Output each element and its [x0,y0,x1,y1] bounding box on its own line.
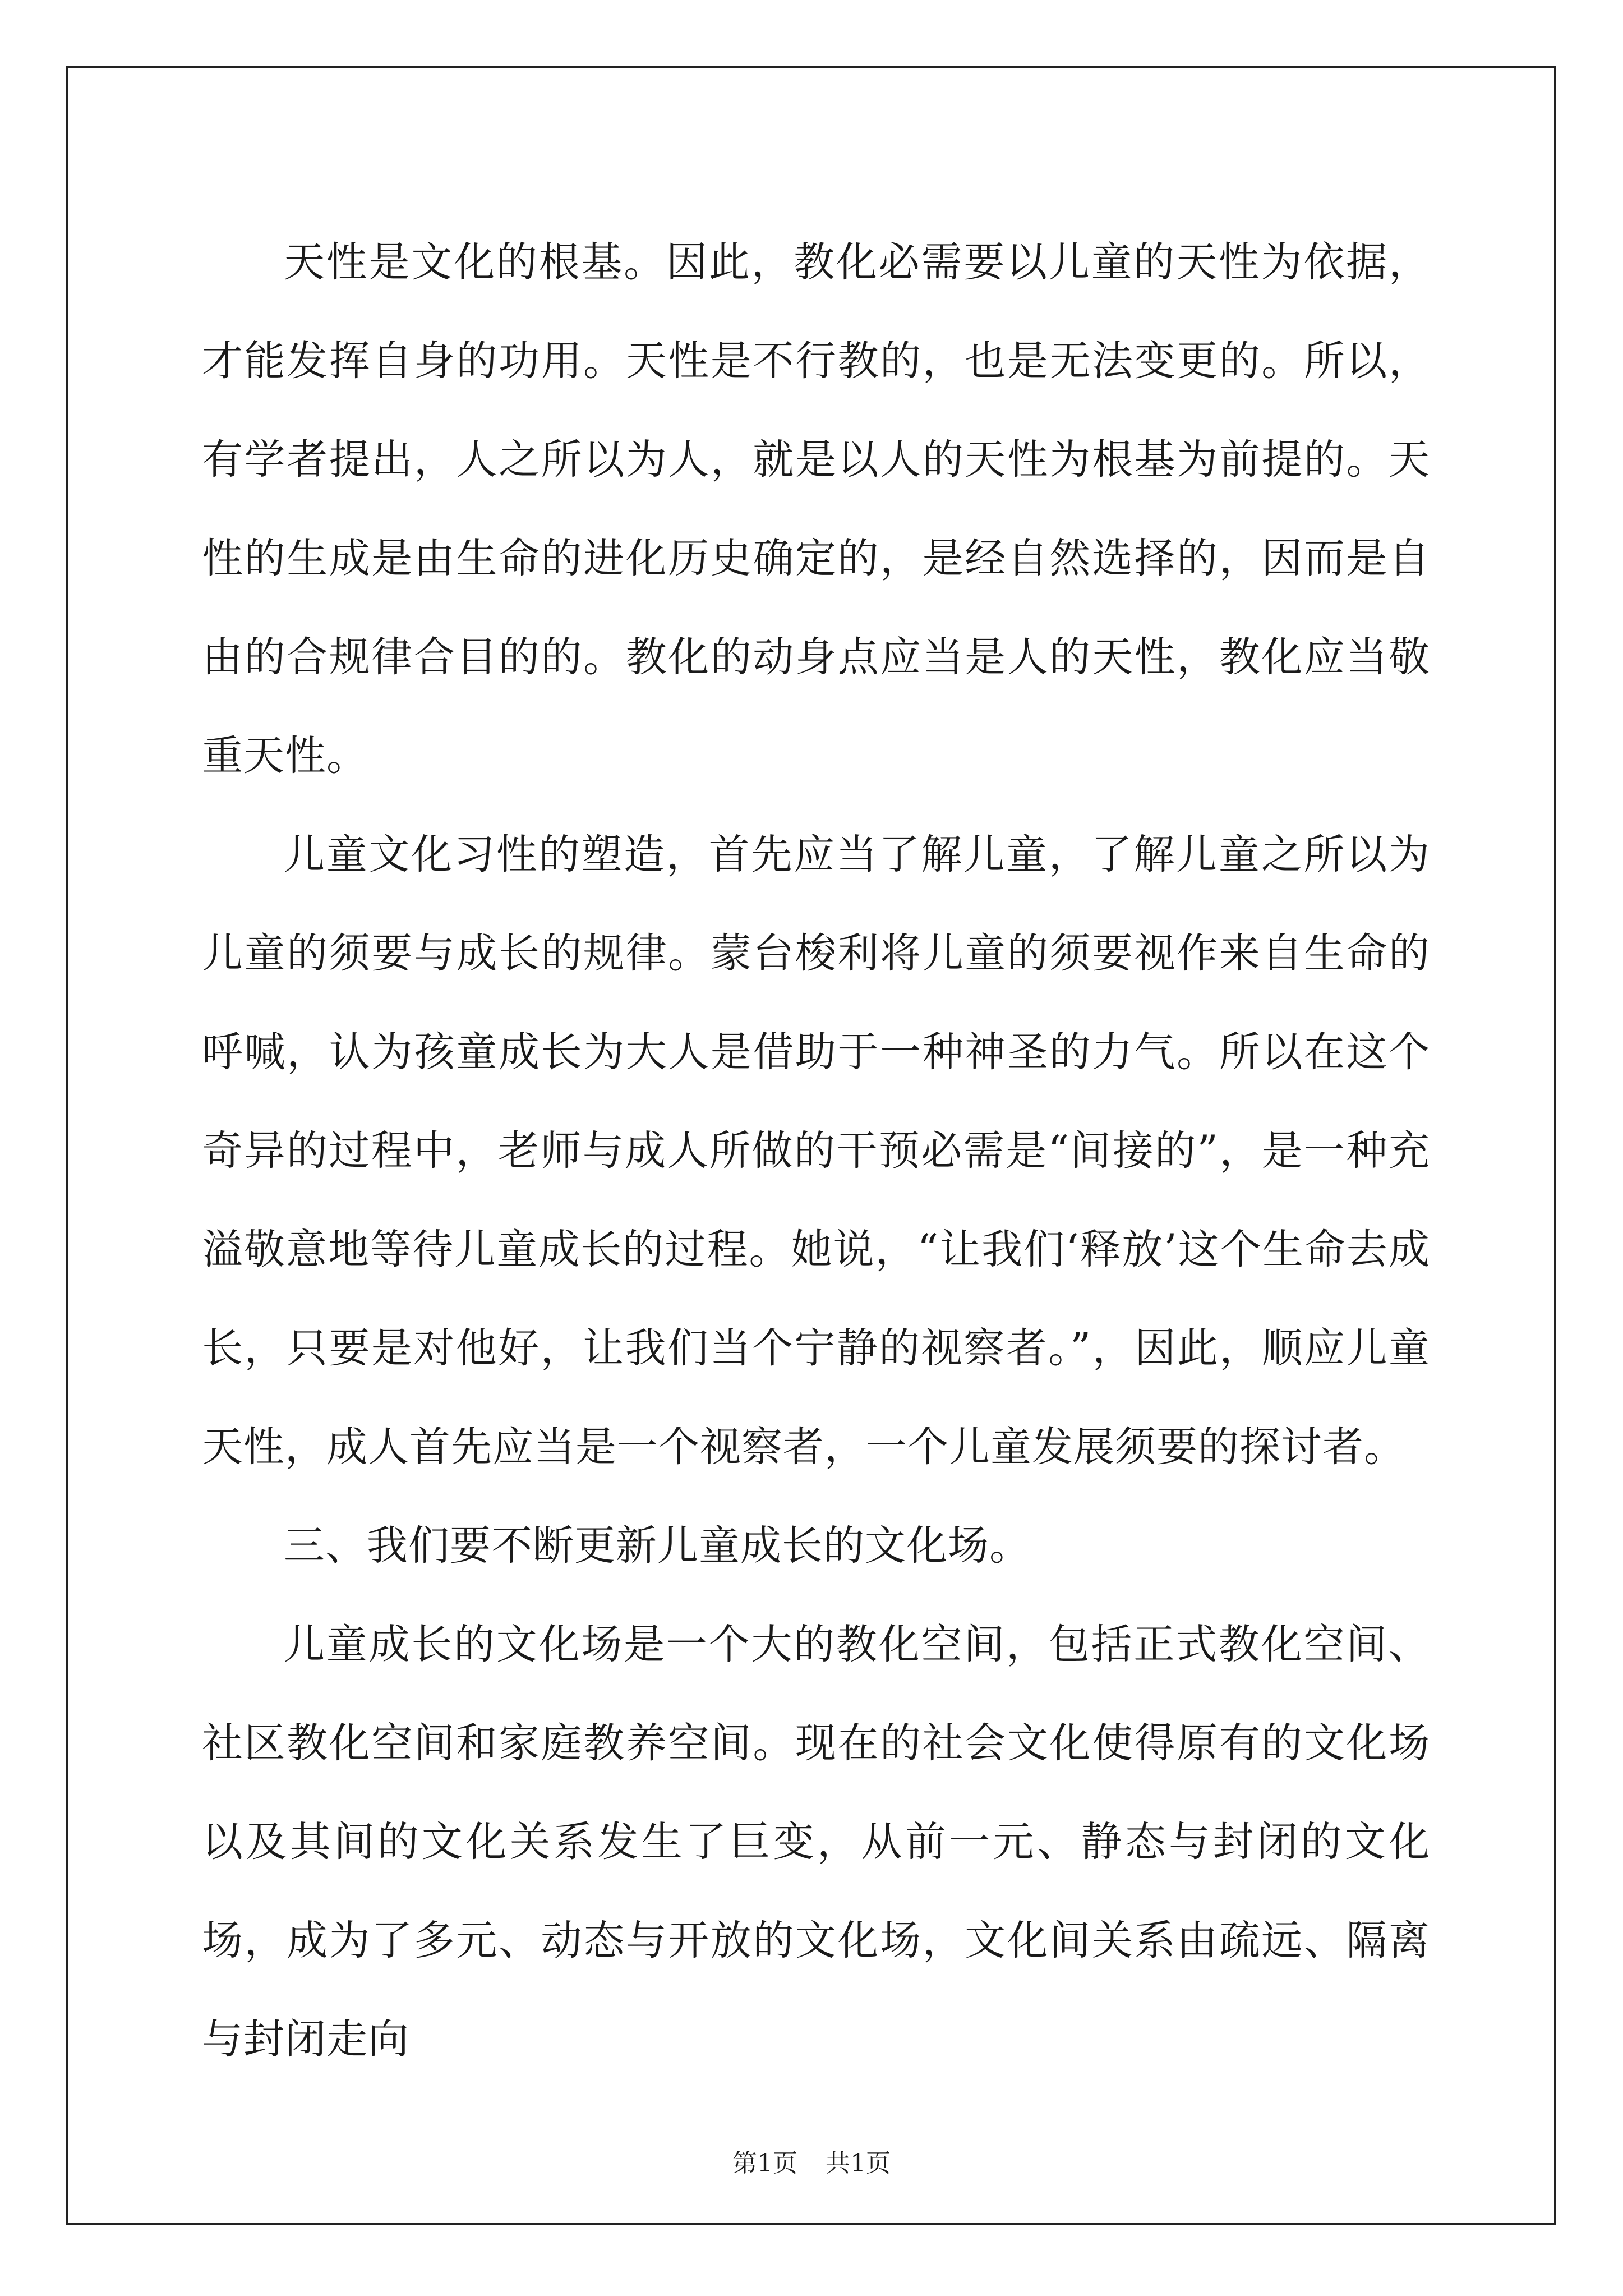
page-number: 第1页 [732,2149,797,2178]
paragraph: 儿童文化习性的塑造，首先应当了解儿童，了解儿童之所以为儿童的须要与成长的规律。蒙台梭利将儿童的须要视作来自生命的呼喊，认为孩童成长为大人是借助于一种神圣的力气。所以在这个奇异的过程中，老师与成人所做的干预必需是“间接的”，是一种充溢敬意地等待儿童成长的过程。她说，“让我们‘释放’这个生命去成长，只要是对他好，让我们当个宁静的视察者。”，因此，顺应儿童天性，成人首先应当是一个视察者，一个儿童发展须要的探讨者。 [202,831,1430,1471]
paragraph: 天性是文化的根基。因此，教化必需要以儿童的天性为依据，才能发挥自身的功用。天性是不行教的，也是无法变更的。所以，有学者提出，人之所以为人，就是以人的天性为根基为前提的。天性的生成是由生命的进化历史确定的，是经自然选择的，因而是自由的合规律合目的的。教化的动身点应当是人的天性，教化应当敬重天性。 [202,238,1430,780]
page-total: 共1页 [826,2149,891,2178]
paragraph: 儿童成长的文化场是一个大的教化空间，包括正式教化空间、社区教化空间和家庭教养空间。现在的社会文化使得原有的文化场以及其间的文化关系发生了巨变，从前一元、静态与封闭的文化场，成为了多元、动态与开放的文化场，文化间关系由疏远、隔离与封闭走向 [202,1621,1430,2063]
page-footer [0,2143,1623,2179]
section-heading: 三、我们要不断更新儿童成长的文化场。 [284,1522,1031,1570]
document-body [202,213,1430,2089]
